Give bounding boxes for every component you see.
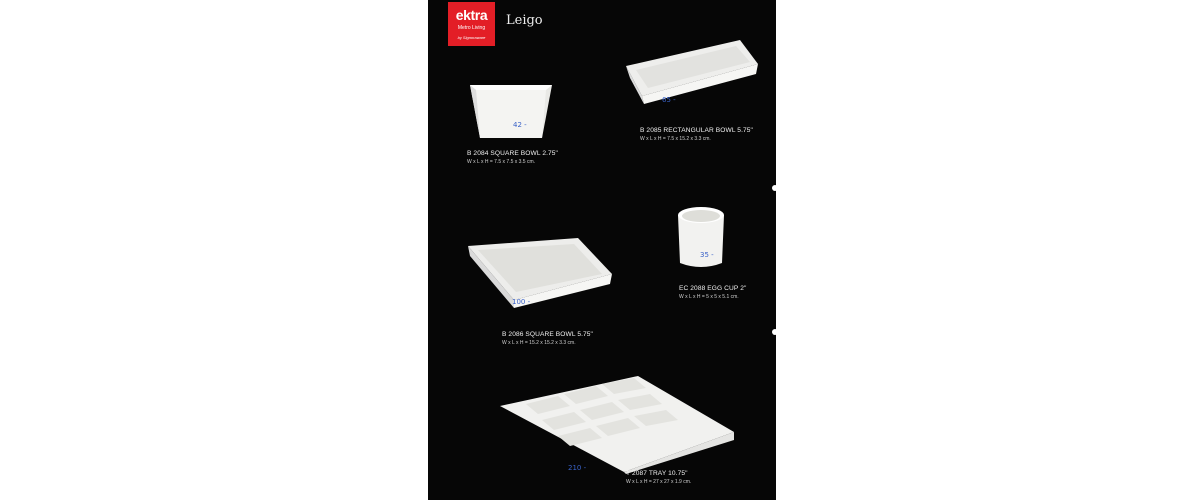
price-mark-2: 65 - (662, 96, 676, 104)
binder-hole-top (772, 185, 778, 191)
product-caption-2 (640, 127, 753, 142)
binder-hole-bottom (772, 329, 778, 335)
square-bowl-small-image (466, 80, 556, 145)
catalog-page (428, 0, 776, 500)
product-caption-4 (502, 331, 593, 346)
square-bowl-large-image (466, 236, 616, 312)
product-caption-5 (626, 470, 691, 485)
price-mark-5: 210 - (568, 464, 587, 472)
product-caption-3 (679, 285, 746, 300)
tray-image (498, 374, 736, 474)
price-mark-4: 100 - (512, 298, 531, 306)
brand-logo (448, 2, 495, 46)
product-code-2: B 2085 RECTANGULAR BOWL 5.75" (640, 127, 753, 134)
product-dimensions-3: W x L x H = 5 x 5 x 5.1 cm. (679, 294, 739, 300)
brand-tagline: Metro Living (457, 25, 486, 31)
product-dimensions-4: W x L x H = 15.2 x 15.2 x 3.3 cm. (502, 340, 576, 346)
product-code-1: B 2084 SQUARE BOWL 2.75" (467, 150, 558, 157)
collection-title: Leigo (506, 13, 543, 28)
egg-cup-image (674, 205, 728, 271)
price-mark-3: 35 - (700, 251, 714, 259)
product-code-4: B 2086 SQUARE BOWL 5.75" (502, 331, 593, 338)
product-caption-1 (467, 150, 558, 165)
rectangular-bowl-image (622, 38, 762, 108)
brand-name: ektra (455, 7, 488, 23)
product-code-5: T 2087 TRAY 10.75" (626, 470, 688, 477)
brand-byline: by Signoraware (457, 35, 486, 40)
product-dimensions-1: W x L x H = 7.5 x 7.5 x 3.5 cm. (467, 159, 536, 165)
price-mark-1: 42 - (513, 121, 527, 129)
product-code-3: EC 2088 EGG CUP 2" (679, 285, 747, 292)
product-dimensions-2: W x L x H = 7.5 x 15.2 x 3.3 cm. (640, 136, 711, 142)
product-dimensions-5: W x L x H = 27 x 27 x 1.9 cm. (626, 479, 692, 485)
